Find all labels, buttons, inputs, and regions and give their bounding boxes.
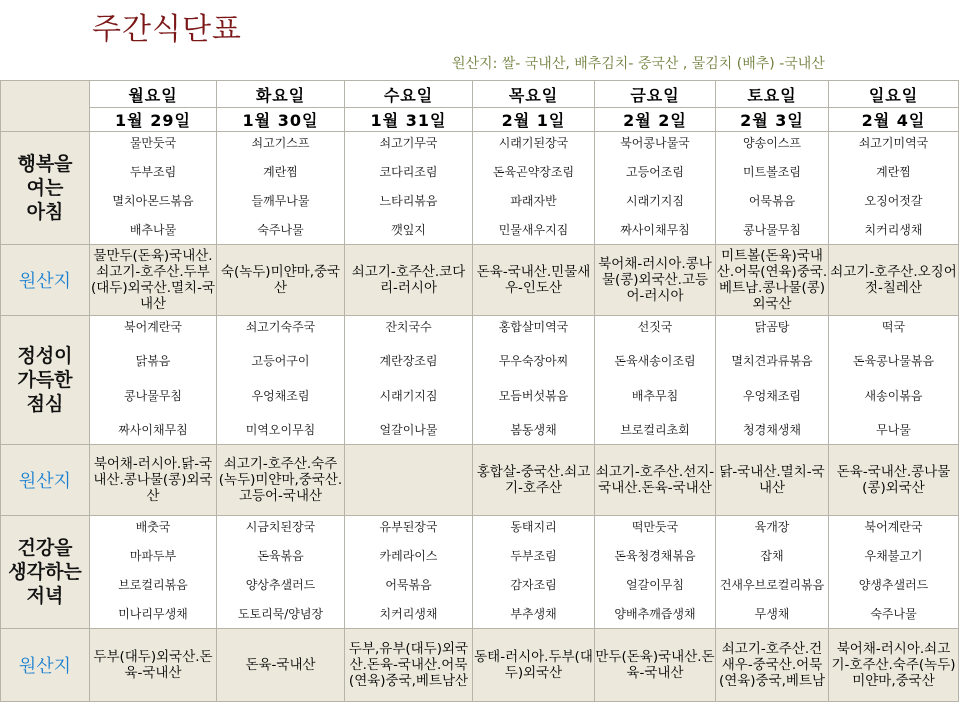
day-header-row	[1, 81, 959, 108]
menu-item: 북어콩나물국	[620, 136, 690, 150]
menu-item: 동태지리	[510, 520, 557, 534]
menu-item: 돈육새송이조림	[614, 354, 696, 369]
lunch-origin-row	[1, 445, 959, 516]
menu-item: 시금치된장국	[245, 520, 316, 534]
breakfast-label-text: 행복을 여는 아침	[17, 153, 73, 223]
menu-item: 브로컬리볶음	[118, 578, 188, 592]
dinner-menu-row	[1, 516, 959, 629]
dinner-origin-row	[1, 629, 959, 702]
menu-item-list	[595, 516, 715, 628]
breakfast-menu-cell	[473, 132, 595, 245]
lunch-origin-label: 원산지	[1, 445, 90, 516]
menu-item-list	[345, 316, 472, 444]
dinner-menu-cell	[217, 516, 345, 629]
menu-item: 멸치견과류볶음	[731, 354, 813, 369]
breakfast-menu-cell	[90, 132, 217, 245]
menu-item: 어묵볶음	[385, 578, 432, 592]
menu-item: 배추무침	[631, 388, 679, 403]
menu-item: 감자조림	[510, 578, 557, 592]
menu-item: 콩나물무침	[743, 223, 801, 237]
menu-item: 시래기된장국	[498, 136, 569, 150]
menu-item: 부추생채	[510, 607, 557, 621]
menu-item: 얼갈이무침	[626, 578, 684, 592]
menu-item: 미트볼조림	[743, 165, 801, 179]
menu-item: 무나물	[876, 422, 911, 437]
lunch-origin-cell: 닭-국내산.멸치-국내산	[716, 445, 829, 516]
menu-item: 돈육콩나물볶음	[852, 354, 935, 369]
dinner-menu-cell	[345, 516, 473, 629]
lunch-menu-row	[1, 316, 959, 445]
day-header: 일요일	[829, 81, 959, 108]
menu-item: 치커리생채	[864, 223, 923, 237]
day-header: 금요일	[595, 81, 716, 108]
menu-item: 양상추샐러드	[245, 578, 316, 592]
menu-item-list	[217, 132, 344, 244]
menu-item-list	[345, 516, 472, 628]
rice-kimchi-origin-note: 원산지: 쌀- 국내산, 배추김치- 중국산 , 물김치 (배추) -국내산	[452, 56, 825, 72]
menu-item: 시래기지짐	[626, 194, 684, 208]
breakfast-label	[1, 132, 90, 245]
dinner-origin-cell: 쇠고기-호주산.건새우-중국산.어묵(연육)중국,베트남	[716, 629, 829, 702]
dinner-label	[1, 516, 90, 629]
menu-item: 잡채	[760, 549, 784, 563]
dinner-menu-cell	[90, 516, 217, 629]
menu-item: 홍합살미역국	[498, 320, 569, 334]
menu-item: 닭곰탕	[754, 320, 790, 334]
menu-item: 돈육볶음	[257, 549, 304, 563]
date-header: 2월 2일	[595, 108, 716, 132]
menu-item-list	[473, 516, 594, 628]
menu-item: 멸치아몬드볶음	[112, 194, 194, 208]
header-corner	[1, 81, 90, 132]
day-header: 월요일	[90, 81, 217, 108]
menu-item: 북어계란국	[124, 320, 182, 334]
menu-item-list	[829, 132, 958, 244]
menu-item: 계란찜	[876, 165, 911, 179]
menu-item: 유부된장국	[379, 520, 438, 534]
menu-item: 미역오이무침	[245, 422, 316, 437]
menu-item: 도토리묵/양념장	[237, 607, 324, 621]
menu-item-list	[90, 132, 216, 244]
menu-item: 배춧국	[135, 520, 171, 534]
menu-item: 미나리무생채	[118, 607, 188, 621]
breakfast-origin-cell: 물만두(돈육)국내산.쇠고기-호주산.두부(대두)외국산.멸치-국내산	[90, 245, 217, 316]
menu-item-list	[716, 516, 828, 628]
menu-item: 청경채생채	[743, 422, 801, 437]
page-title: 주간식단표	[92, 12, 242, 47]
menu-item: 계란장조림	[379, 354, 438, 369]
lunch-menu-cell	[473, 316, 595, 445]
menu-item: 짜사이채무침	[118, 422, 188, 437]
dinner-origin-label: 원산지	[1, 629, 90, 702]
breakfast-origin-cell: 쇠고기-호주산.오징어젓-칠레산	[829, 245, 959, 316]
dinner-origin-cell: 두부,유부(대두)외국산.돈육-국내산.어묵(연육)중국,베트남산	[345, 629, 473, 702]
menu-item-list	[473, 316, 594, 444]
breakfast-menu-row	[1, 132, 959, 245]
day-header: 화요일	[217, 81, 345, 108]
menu-item: 떡만둣국	[631, 520, 679, 534]
dinner-origin-cell: 동태-러시아.두부(대두)외국산	[473, 629, 595, 702]
menu-item-list	[90, 516, 216, 628]
menu-item: 우채불고기	[864, 549, 923, 563]
breakfast-origin-label: 원산지	[1, 245, 90, 316]
breakfast-menu-cell	[595, 132, 716, 245]
menu-item: 깻잎지	[391, 223, 426, 237]
menu-item: 어묵볶음	[748, 194, 796, 208]
lunch-label	[1, 316, 90, 445]
menu-item: 선짓국	[637, 320, 673, 334]
menu-item: 배추나물	[129, 223, 177, 237]
lunch-origin-cell: 쇠고기-호주산.숙주(녹두)미얀마,중국산.고등어-국내산	[217, 445, 345, 516]
menu-item-list	[716, 316, 828, 444]
menu-item-list	[595, 316, 715, 444]
breakfast-origin-cell: 돈육-국내산.민물새우-인도산	[473, 245, 595, 316]
date-header: 2월 3일	[716, 108, 829, 132]
menu-item: 우엉채조림	[743, 388, 801, 403]
menu-item: 닭볶음	[135, 354, 171, 369]
breakfast-origin-cell: 북어채-러시아.콩나물(콩)외국산.고등어-러시아	[595, 245, 716, 316]
menu-item: 브로컬리초회	[620, 422, 690, 437]
menu-item: 두부조림	[510, 549, 557, 563]
date-header: 1월 30일	[217, 108, 345, 132]
date-header-row	[1, 108, 959, 132]
menu-item: 들깨무나물	[251, 194, 310, 208]
menu-item: 카레라이스	[379, 549, 438, 563]
menu-item: 쇠고기미역국	[858, 136, 929, 150]
lunch-origin-cell: 돈육-국내산.콩나물(콩)외국산	[829, 445, 959, 516]
menu-item: 쇠고기무국	[379, 136, 438, 150]
menu-item: 민물새우지짐	[498, 223, 569, 237]
menu-item: 봄동생채	[510, 422, 557, 437]
dinner-label-text: 건강을 생각하는 저녁	[8, 537, 82, 607]
menu-item: 떡국	[881, 320, 906, 334]
lunch-menu-cell	[595, 316, 716, 445]
date-header: 2월 1일	[473, 108, 595, 132]
menu-item-list	[829, 516, 958, 628]
menu-item-list	[716, 132, 828, 244]
menu-item: 콩나물무침	[124, 388, 182, 403]
breakfast-menu-cell	[345, 132, 473, 245]
date-header: 1월 31일	[345, 108, 473, 132]
menu-item-list	[829, 316, 958, 444]
menu-item: 치커리생채	[379, 607, 438, 621]
menu-item: 육개장	[754, 520, 790, 534]
dinner-menu-cell	[595, 516, 716, 629]
menu-item-list	[473, 132, 594, 244]
menu-item: 숙주나물	[257, 223, 304, 237]
breakfast-origin-cell: 쇠고기-호주산.코다리-러시아	[345, 245, 473, 316]
dinner-origin-cell: 돈육-국내산	[217, 629, 345, 702]
menu-item: 짜사이채무침	[620, 223, 690, 237]
lunch-menu-cell	[716, 316, 829, 445]
menu-item: 마파두부	[129, 549, 177, 563]
menu-item: 쇠고기숙주국	[245, 320, 316, 334]
menu-item: 계란찜	[263, 165, 298, 179]
lunch-label-text: 정성이 가득한 점심	[17, 345, 73, 415]
date-header: 2월 4일	[829, 108, 959, 132]
menu-item: 고등어구이	[251, 354, 310, 369]
menu-item: 양송이스프	[743, 136, 801, 150]
breakfast-origin-row	[1, 245, 959, 316]
breakfast-origin-cell: 미트볼(돈육)국내산.어묵(연육)중국.베트남.콩나물(콩)외국산	[716, 245, 829, 316]
lunch-origin-cell: 홍합살-중국산.쇠고기-호주산	[473, 445, 595, 516]
menu-item: 북어계란국	[864, 520, 923, 534]
menu-item-list	[595, 132, 715, 244]
lunch-menu-cell	[90, 316, 217, 445]
menu-item: 양생추샐러드	[858, 578, 929, 592]
dinner-menu-cell	[829, 516, 959, 629]
menu-item: 우엉채조림	[251, 388, 310, 403]
menu-item: 건새우브로컬리볶음	[719, 578, 825, 592]
dinner-origin-cell: 북어채-러시아.쇠고기-호주산.숙주(녹두)미얀마,중국산	[829, 629, 959, 702]
breakfast-origin-cell: 숙(녹두)미얀마,중국산	[217, 245, 345, 316]
menu-item-list	[90, 316, 216, 444]
menu-item: 양배추깨즙생채	[614, 607, 696, 621]
menu-item: 무우숙장아찌	[498, 354, 569, 369]
menu-item-list	[217, 316, 344, 444]
day-header: 목요일	[473, 81, 595, 108]
lunch-menu-cell	[217, 316, 345, 445]
menu-item: 새송이볶음	[864, 388, 923, 403]
menu-item: 코다리조림	[379, 165, 438, 179]
menu-item-list	[217, 516, 344, 628]
menu-item: 돈육곤약장조림	[492, 165, 575, 179]
menu-item: 고등어조림	[626, 165, 684, 179]
menu-item: 물만둣국	[129, 136, 177, 150]
menu-item: 무생채	[754, 607, 790, 621]
dinner-origin-cell: 만두(돈육)국내산.돈육-국내산	[595, 629, 716, 702]
menu-item: 느타리볶음	[379, 194, 438, 208]
day-header: 토요일	[716, 81, 829, 108]
menu-item: 얼갈이나물	[379, 422, 438, 437]
lunch-menu-cell	[829, 316, 959, 445]
breakfast-menu-cell	[217, 132, 345, 245]
menu-item-list	[345, 132, 472, 244]
menu-item: 잔치국수	[385, 320, 432, 334]
menu-item: 돈육청경채볶음	[614, 549, 696, 563]
menu-item: 쇠고기스프	[251, 136, 310, 150]
menu-item: 모듬버섯볶음	[498, 388, 569, 403]
lunch-origin-cell	[345, 445, 473, 516]
breakfast-menu-cell	[716, 132, 829, 245]
menu-item: 파래자반	[510, 194, 557, 208]
dinner-menu-cell	[716, 516, 829, 629]
dinner-origin-cell: 두부(대두)외국산.돈육-국내산	[90, 629, 217, 702]
breakfast-menu-cell	[829, 132, 959, 245]
day-header: 수요일	[345, 81, 473, 108]
lunch-origin-cell: 쇠고기-호주산.선지-국내산.돈육-국내산	[595, 445, 716, 516]
menu-item: 오징어젓갈	[864, 194, 923, 208]
weekly-menu-table	[0, 80, 959, 702]
menu-item: 시래기지짐	[379, 388, 438, 403]
menu-item: 두부조림	[129, 165, 177, 179]
menu-item: 숙주나물	[870, 607, 917, 621]
date-header: 1월 29일	[90, 108, 217, 132]
lunch-origin-cell: 북어채-러시아.닭-국내산.콩나물(콩)외국산	[90, 445, 217, 516]
lunch-menu-cell	[345, 316, 473, 445]
dinner-menu-cell	[473, 516, 595, 629]
